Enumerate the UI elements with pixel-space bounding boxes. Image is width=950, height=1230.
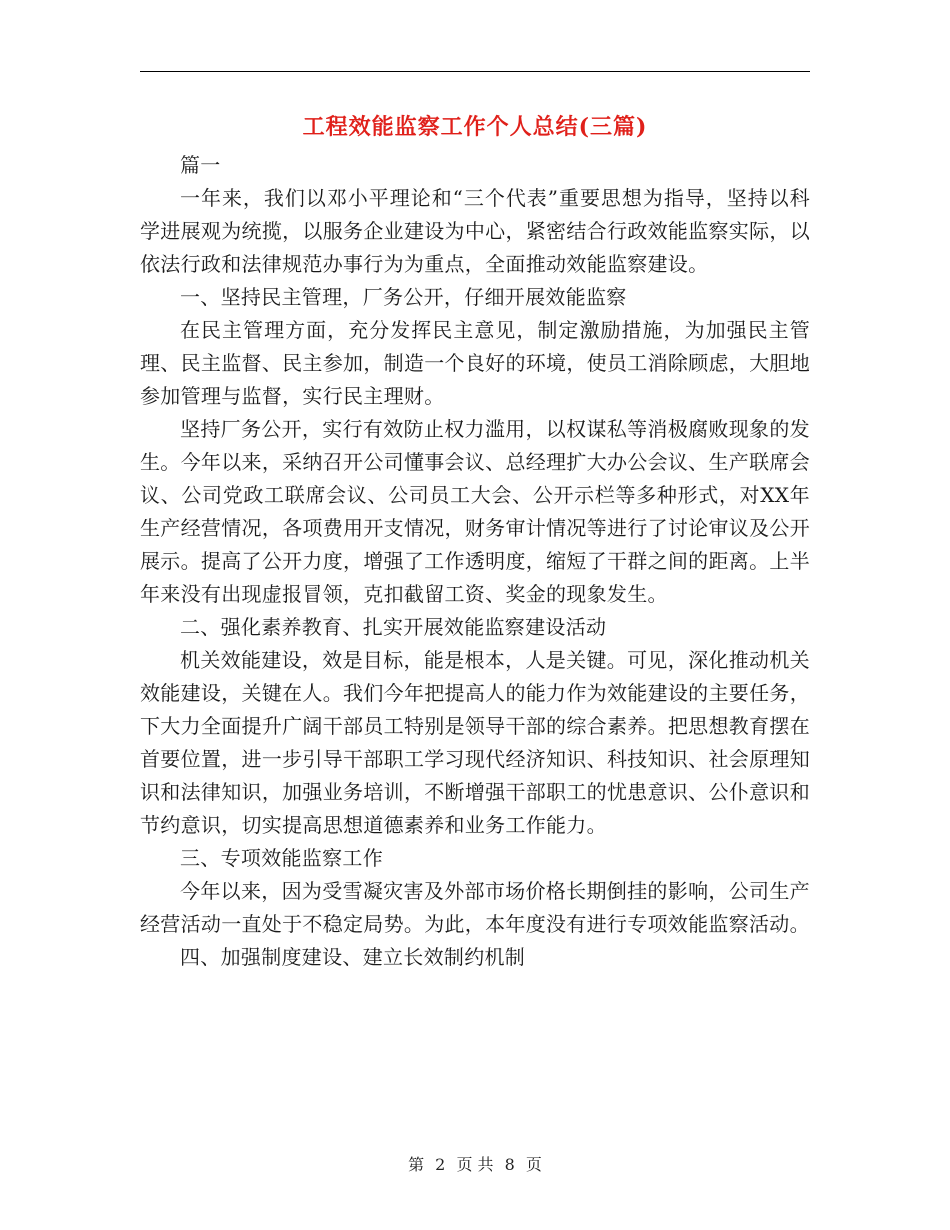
footer-suffix: 页 [525,1155,542,1174]
section-label: 篇一 [180,153,221,177]
paragraph-special-supervision: 今年以来，因为受雪凝灾害及外部市场价格长期倒挂的影响，公司生产经营活动一直处于不稳定局势。为此，本年度没有进行专项效能监察活动。 [140,879,810,936]
heading-three: 三、专项效能监察工作 [180,846,383,870]
page-footer [0,1154,950,1176]
footer-total-pages: 8 [504,1155,515,1174]
paragraph-efficiency-building: 机关效能建设，效是目标，能是根本，人是关键。可见，深化推动机关效能建设，关键在人。我们今年把提高人的能力作为效能建设的主要任务，下大力全面提升广阔干部员工特别是领导干部的综合素养。把思想教育摆在首要位置，进一步引导干部职工学习现代经济知识、科技知识、社会原理知识和法律知识，加强业务培训，不断增强干部职工的忧患意识、公仆意识和节约意识，切实提高思想道德素养和业务工作能力。 [140,648,810,837]
paragraph-democratic-management: 在民主管理方面，充分发挥民主意见，制定激励措施，为加强民主管理、民主监督、民主参加，制造一个良好的环境，使员工消除顾虑，大胆地参加管理与监督，实行民主理财。 [140,318,810,408]
heading-four: 四、加强制度建设、建立长效制约机制 [180,945,526,969]
paragraph-factory-affairs: 坚持厂务公开，实行有效防止权力滥用，以权谋私等消极腐败现象的发生。今年以来，采纳召开公司懂事会议、总经理扩大办公会议、生产联席会议、公司党政工联席会议、公司员工大会、公开示栏等多种形式，对XX年生产经营情况，各项费用开支情况，财务审计情况等进行了讨论审议及公开展示。提高了公开力度，增强了工作透明度，缩短了干群之间的距离。上半年来没有出现虚报冒领，克扣截留工资、奖金的现象发生。 [140,417,810,606]
header-rule [140,71,810,72]
heading-one: 一、坚持民主管理，厂务公开，仔细开展效能监察 [180,285,627,309]
document-body [140,149,810,974]
intro-paragraph: 一年来，我们以邓小平理论和“三个代表”重要思想为指导，坚持以科学进展观为统揽，以服务企业建设为中心，紧密结合行政效能监察实际，以依法行政和法律规范办事行为为重点，全面推动效能监察建设。 [140,186,810,276]
footer-middle: 页 共 [456,1155,494,1174]
heading-two: 二、强化素养教育、扎实开展效能监察建设活动 [180,615,607,639]
footer-page-number: 2 [435,1155,446,1174]
footer-prefix: 第 [408,1155,425,1174]
document-title: 工程效能监察工作个人总结(三篇) [302,114,648,140]
